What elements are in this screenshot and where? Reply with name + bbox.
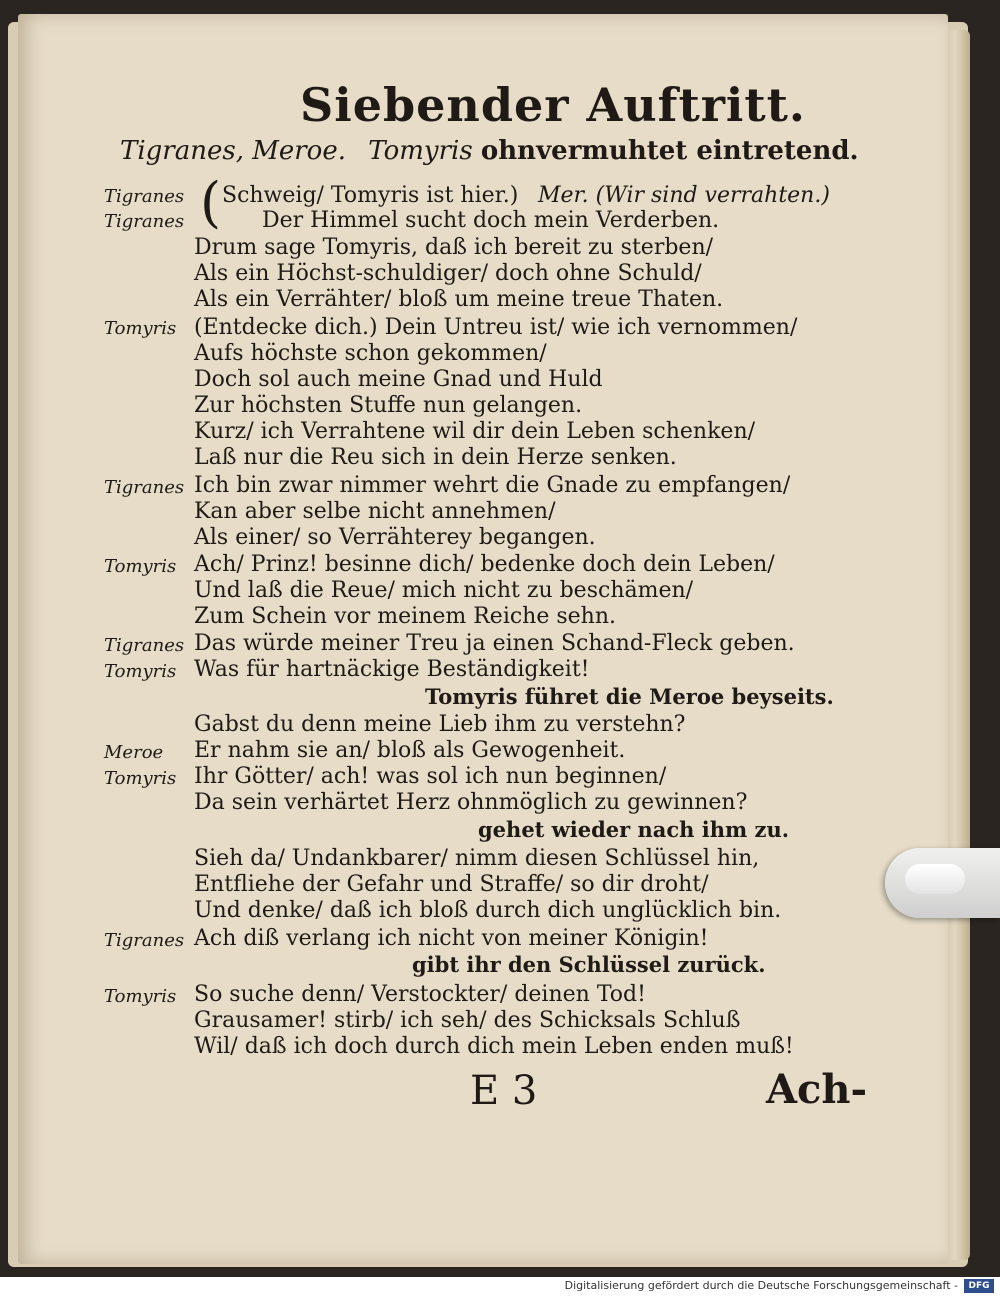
- dialogue-line: Entfliehe der Gefahr und Straffe/ so dir droht/: [194, 872, 709, 897]
- speaker-label: Tigranes: [104, 930, 185, 951]
- dialogue-line: Ich bin zwar nimmer wehrt die Gnade zu empfangen/: [194, 473, 791, 498]
- dialogue-line: Und denke/ daß ich bloß durch dich unglücklich bin.: [194, 898, 782, 923]
- speaker-label: Tigranes: [104, 186, 185, 207]
- dialogue-line: Der Himmel sucht doch mein Verderben.: [262, 208, 720, 233]
- page-clip: [885, 848, 1000, 918]
- dialogue-line: Drum sage Tomyris, daß ich bereit zu sterben/: [194, 235, 714, 260]
- dialogue-line: Ach/ Prinz! besinne dich/ bedenke doch dein Leben/: [194, 552, 775, 577]
- dialogue-line: Das würde meiner Treu ja einen Schand-Fleck geben.: [194, 631, 795, 656]
- dialogue-line: So suche denn/ Verstockter/ deinen Tod!: [194, 982, 646, 1007]
- dialogue-line: Er nahm sie an/ bloß als Gewogenheit.: [194, 738, 626, 763]
- dialogue-line: Als ein Verrähter/ bloß um meine treue Thaten.: [194, 287, 724, 312]
- dialogue-line: Sieh da/ Undankbarer/ nimm diesen Schlüssel hin,: [194, 846, 760, 871]
- dialogue-line: Ach diß verlang ich nicht von meiner Königin!: [194, 926, 709, 951]
- dialogue-line: Mer. (Wir sind verrahten.): [538, 183, 830, 208]
- cast-line: [120, 136, 859, 166]
- stage-direction: gehet wieder nach ihm zu.: [478, 817, 790, 842]
- speaker-label: Tomyris: [104, 556, 177, 577]
- dfg-logo-icon: DFG: [964, 1279, 994, 1293]
- dialogue-line: Gabst du denn meine Lieb ihm zu verstehn?: [194, 712, 686, 737]
- dialogue-line: Was für hartnäckige Beständigkeit!: [194, 657, 590, 682]
- catchword: Ach-: [766, 1066, 868, 1113]
- cast-names: Tigranes, Meroe.: [120, 136, 346, 166]
- dialogue-line: Und laß die Reue/ mich nicht zu beschämen/: [194, 578, 694, 603]
- stage-direction: gibt ihr den Schlüssel zurück.: [412, 952, 766, 977]
- scene-title: Siebender Auftritt.: [300, 78, 806, 132]
- dialogue-line: Schweig/ Tomyris ist hier.): [222, 183, 519, 208]
- dialogue-line: Wil/ daß ich doch durch dich mein Leben enden muß!: [194, 1034, 794, 1059]
- signature-mark: E 3: [470, 1068, 538, 1114]
- footer-credit: Digitalisierung gefördert durch die Deutsche Forschungsgemeinschaft -: [564, 1279, 958, 1292]
- dialogue-line: Grausamer! stirb/ ich seh/ des Schicksals Schluß: [194, 1008, 741, 1033]
- stage-direction: Tomyris führet die Meroe beyseits.: [425, 684, 834, 709]
- speaker-label: Tigranes: [104, 477, 185, 498]
- dialogue-line: Kurz/ ich Verrahtene wil dir dein Leben schenken/: [194, 419, 756, 444]
- dialogue-line: Zum Schein vor meinem Reiche sehn.: [194, 604, 616, 629]
- speaker-label: Tomyris: [104, 986, 177, 1007]
- dialogue-line: Zur höchsten Stuffe nun gelangen.: [194, 393, 583, 418]
- speaker-label: Tomyris: [104, 768, 177, 789]
- speaker-label: Tigranes: [104, 211, 185, 232]
- dialogue-line: Kan aber selbe nicht annehmen/: [194, 499, 556, 524]
- dialogue-line: Doch sol auch meine Gnad und Huld: [194, 367, 603, 392]
- brace-mark: (: [200, 171, 222, 234]
- dialogue-line: (Entdecke dich.) Dein Untreu ist/ wie ich vernommen/: [194, 315, 798, 340]
- speaker-label: Tigranes: [104, 635, 185, 656]
- cast-stage-note: ohnvermuhtet eintretend.: [480, 136, 859, 166]
- dialogue-line: Ihr Götter/ ach! was sol ich nun beginnen/: [194, 764, 667, 789]
- cast-name-tomyris: Tomyris: [368, 136, 473, 166]
- speaker-label: Meroe: [104, 742, 164, 763]
- speaker-label: Tomyris: [104, 661, 177, 682]
- dialogue-line: Laß nur die Reu sich in dein Herze senken.: [194, 445, 677, 470]
- dialogue-line: Als einer/ so Verrähterey begangen.: [194, 525, 596, 550]
- speaker-label: Tomyris: [104, 318, 177, 339]
- dialogue-line: Da sein verhärtet Herz ohnmöglich zu gewinnen?: [194, 790, 748, 815]
- dialogue-line: Als ein Höchst-schuldiger/ doch ohne Schuld/: [194, 261, 702, 286]
- footer-bar: [0, 1277, 1000, 1297]
- dialogue-line: Aufs höchste schon gekommen/: [194, 341, 547, 366]
